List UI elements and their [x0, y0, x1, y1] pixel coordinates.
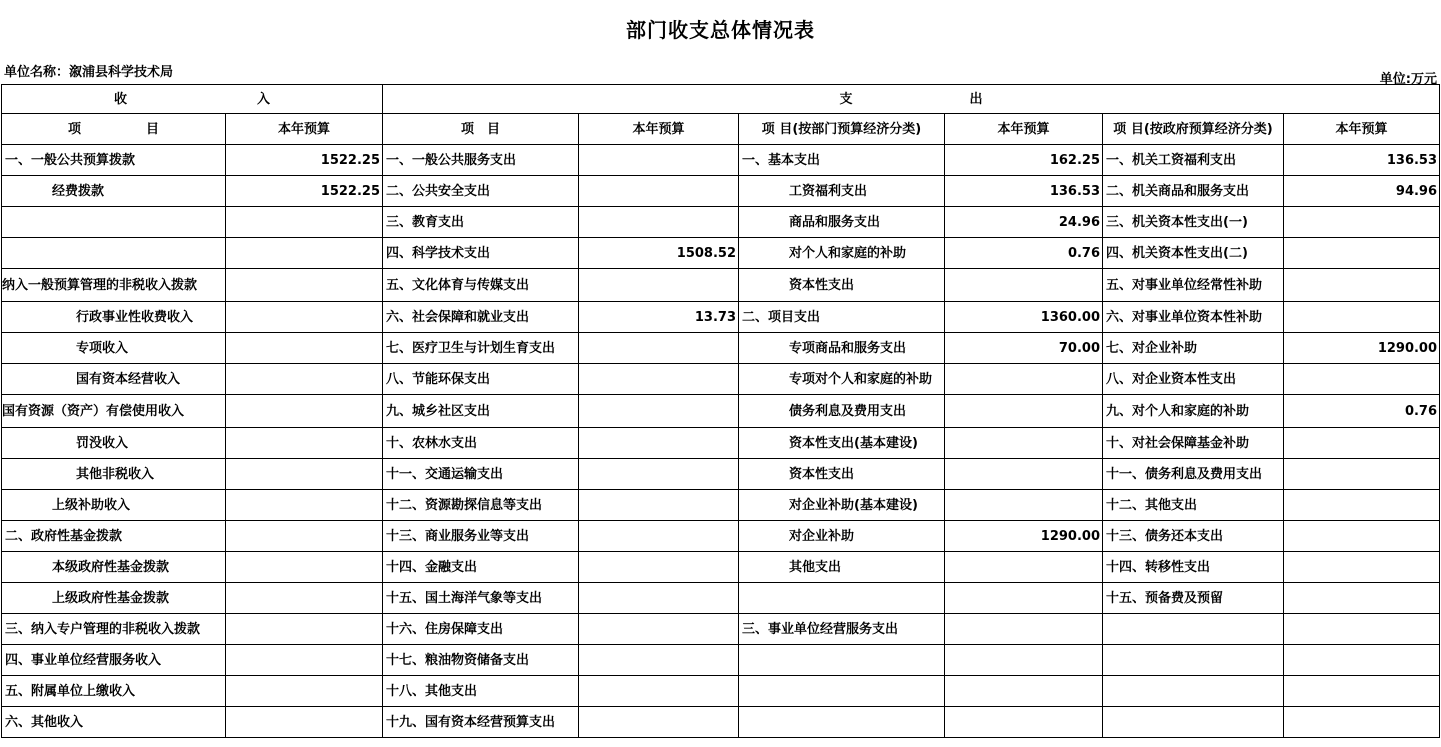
- dept-class-budget-cell: [945, 707, 1103, 738]
- gov-class-item-cell: [1103, 645, 1284, 676]
- income-budget-cell: [226, 364, 383, 395]
- dept-class-budget-cell: [945, 459, 1103, 490]
- dept-class-item-cell: 资本性支出: [739, 269, 945, 302]
- gov-class-item-cell: 十五、预备费及预留: [1103, 583, 1284, 614]
- dept-class-budget-cell: [945, 490, 1103, 521]
- income-budget-cell: [226, 395, 383, 428]
- income-budget-header: 本年预算: [226, 114, 383, 145]
- expense-item-cell: 六、社会保障和就业支出: [383, 302, 579, 333]
- income-budget-cell: [226, 676, 383, 707]
- dept-class-header: 项 目(按部门预算经济分类): [739, 114, 945, 145]
- expense-item-cell: 三、教育支出: [383, 207, 579, 238]
- table-row: [2, 552, 1440, 583]
- expense-budget-cell: [579, 207, 739, 238]
- income-budget-cell: 1522.25: [226, 145, 383, 176]
- income-budget-cell: [226, 552, 383, 583]
- income-item-cell: 二、政府性基金拨款: [2, 521, 226, 552]
- table-row: [2, 614, 1440, 645]
- income-budget-cell: [226, 238, 383, 269]
- gov-class-item-cell: 七、对企业补助: [1103, 333, 1284, 364]
- dept-class-item-cell: [739, 676, 945, 707]
- expense-budget-cell: [579, 707, 739, 738]
- dept-class-budget-cell: 0.76: [945, 238, 1103, 269]
- gov-class-budget-cell: [1284, 614, 1440, 645]
- expense-budget-cell: [579, 333, 739, 364]
- gov-class-header: 项 目(按政府预算经济分类): [1103, 114, 1284, 145]
- expense-item-cell: 十、农林水支出: [383, 428, 579, 459]
- gov-class-item-cell: 三、机关资本性支出(一): [1103, 207, 1284, 238]
- expense-item-header: 项 目: [383, 114, 579, 145]
- expense-item-cell: 二、公共安全支出: [383, 176, 579, 207]
- income-item-cell: 专项收入: [2, 333, 226, 364]
- dept-class-budget-cell: [945, 583, 1103, 614]
- expense-budget-cell: [579, 614, 739, 645]
- income-item-cell: 上级补助收入: [2, 490, 226, 521]
- expense-budget-cell: [579, 459, 739, 490]
- income-budget-cell: [226, 207, 383, 238]
- gov-class-budget-cell: [1284, 676, 1440, 707]
- page-title: 部门收支总体情况表: [626, 18, 815, 42]
- income-budget-cell: [226, 490, 383, 521]
- dept-class-budget-cell: [945, 645, 1103, 676]
- table-row: [2, 645, 1440, 676]
- gov-class-budget-cell: [1284, 269, 1440, 302]
- gov-class-item-cell: 九、对个人和家庭的补助: [1103, 395, 1284, 428]
- gov-class-item-cell: 十、对社会保障基金补助: [1103, 428, 1284, 459]
- table-row: [2, 207, 1440, 238]
- table-row: [2, 145, 1440, 176]
- income-budget-cell: [226, 583, 383, 614]
- expense-item-cell: 十八、其他支出: [383, 676, 579, 707]
- dept-class-item-cell: [739, 645, 945, 676]
- income-item-cell: 五、附属单位上缴收入: [2, 676, 226, 707]
- expense-budget-cell: [579, 395, 739, 428]
- dept-class-budget-cell: [945, 428, 1103, 459]
- dept-class-item-cell: 二、项目支出: [739, 302, 945, 333]
- income-item-cell: 国有资本经营收入: [2, 364, 226, 395]
- dept-class-budget-cell: [945, 676, 1103, 707]
- gov-class-item-cell: 一、机关工资福利支出: [1103, 145, 1284, 176]
- income-item-cell: 其他非税收入: [2, 459, 226, 490]
- expense-item-cell: 十二、资源勘探信息等支出: [383, 490, 579, 521]
- expense-budget-cell: [579, 176, 739, 207]
- expense-budget-header: 本年预算: [579, 114, 739, 145]
- table-row: [2, 583, 1440, 614]
- unit-name-label: 单位名称：溆浦县科学技术局: [4, 65, 174, 80]
- gov-class-budget-cell: [1284, 645, 1440, 676]
- table-row: [2, 364, 1440, 395]
- gov-class-budget-cell: [1284, 583, 1440, 614]
- gov-class-budget-cell: 136.53: [1284, 145, 1440, 176]
- dept-class-item-cell: [739, 707, 945, 738]
- income-item-cell: 上级政府性基金拨款: [2, 583, 226, 614]
- table-row: [2, 490, 1440, 521]
- expense-section-header: 支 出: [383, 85, 1440, 114]
- income-section-header: 收 入: [2, 85, 383, 114]
- gov-class-item-cell: [1103, 614, 1284, 645]
- dept-budget-header: 本年预算: [945, 114, 1103, 145]
- expense-item-cell: 十四、金融支出: [383, 552, 579, 583]
- dept-class-item-cell: 一、基本支出: [739, 145, 945, 176]
- dept-class-item-cell: 债务利息及费用支出: [739, 395, 945, 428]
- dept-class-item-cell: 商品和服务支出: [739, 207, 945, 238]
- dept-class-budget-cell: 136.53: [945, 176, 1103, 207]
- expense-item-cell: 十九、国有资本经营预算支出: [383, 707, 579, 738]
- income-budget-cell: [226, 428, 383, 459]
- income-budget-cell: [226, 302, 383, 333]
- expense-budget-cell: 13.73: [579, 302, 739, 333]
- expense-budget-cell: [579, 583, 739, 614]
- income-budget-cell: 1522.25: [226, 176, 383, 207]
- expense-item-cell: 十七、粮油物资储备支出: [383, 645, 579, 676]
- expense-budget-cell: [579, 645, 739, 676]
- column-header-row: [2, 114, 1440, 145]
- gov-class-budget-cell: [1284, 521, 1440, 552]
- income-item-cell: 三、纳入专户管理的非税收入拨款: [2, 614, 226, 645]
- income-item-cell: 行政事业性收费收入: [2, 302, 226, 333]
- dept-class-item-cell: 资本性支出: [739, 459, 945, 490]
- expense-item-cell: 四、科学技术支出: [383, 238, 579, 269]
- gov-class-budget-cell: [1284, 459, 1440, 490]
- dept-class-item-cell: 其他支出: [739, 552, 945, 583]
- gov-class-item-cell: 十二、其他支出: [1103, 490, 1284, 521]
- expense-item-cell: 十六、住房保障支出: [383, 614, 579, 645]
- dept-class-budget-cell: [945, 552, 1103, 583]
- gov-class-budget-cell: [1284, 552, 1440, 583]
- income-item-cell: 国有资源（资产）有偿使用收入: [2, 395, 226, 428]
- expense-item-cell: 七、医疗卫生与计划生育支出: [383, 333, 579, 364]
- table-row: [2, 428, 1440, 459]
- table-row: [2, 302, 1440, 333]
- dept-class-item-cell: 对企业补助: [739, 521, 945, 552]
- gov-budget-header: 本年预算: [1284, 114, 1440, 145]
- dept-class-item-cell: 专项商品和服务支出: [739, 333, 945, 364]
- dept-class-budget-cell: 1360.00: [945, 302, 1103, 333]
- income-budget-cell: [226, 645, 383, 676]
- expense-budget-cell: [579, 145, 739, 176]
- gov-class-budget-cell: [1284, 364, 1440, 395]
- gov-class-item-cell: [1103, 707, 1284, 738]
- gov-class-budget-cell: [1284, 707, 1440, 738]
- expense-budget-cell: [579, 269, 739, 302]
- expense-budget-cell: [579, 490, 739, 521]
- expense-item-cell: 十五、国土海洋气象等支出: [383, 583, 579, 614]
- table-row: [2, 395, 1440, 428]
- dept-class-budget-cell: [945, 269, 1103, 302]
- income-budget-cell: [226, 333, 383, 364]
- dept-class-item-cell: 三、事业单位经营服务支出: [739, 614, 945, 645]
- gov-class-item-cell: 二、机关商品和服务支出: [1103, 176, 1284, 207]
- gov-class-item-cell: 十四、转移性支出: [1103, 552, 1284, 583]
- expense-item-cell: 五、文化体育与传媒支出: [383, 269, 579, 302]
- table-row: [2, 333, 1440, 364]
- expense-item-cell: 十一、交通运输支出: [383, 459, 579, 490]
- income-budget-cell: [226, 269, 383, 302]
- dept-class-item-cell: 对企业补助(基本建设): [739, 490, 945, 521]
- currency-unit-label: 单位:万元: [1379, 72, 1437, 87]
- gov-class-item-cell: 四、机关资本性支出(二): [1103, 238, 1284, 269]
- income-item-cell: 纳入一般预算管理的非税收入拨款: [2, 269, 226, 302]
- gov-class-budget-cell: [1284, 302, 1440, 333]
- dept-class-item-cell: [739, 583, 945, 614]
- gov-class-item-cell: 八、对企业资本性支出: [1103, 364, 1284, 395]
- dept-class-item-cell: 工资福利支出: [739, 176, 945, 207]
- gov-class-budget-cell: 0.76: [1284, 395, 1440, 428]
- income-budget-cell: [226, 521, 383, 552]
- expense-item-cell: 十三、商业服务业等支出: [383, 521, 579, 552]
- table-row: [2, 238, 1440, 269]
- section-header-row: [2, 85, 1440, 114]
- income-item-cell: 一、一般公共预算拨款: [2, 145, 226, 176]
- table-row: [2, 707, 1440, 738]
- dept-class-budget-cell: [945, 364, 1103, 395]
- income-item-cell: [2, 238, 226, 269]
- gov-class-item-cell: 十三、债务还本支出: [1103, 521, 1284, 552]
- gov-class-budget-cell: [1284, 428, 1440, 459]
- gov-class-item-cell: 五、对事业单位经常性补助: [1103, 269, 1284, 302]
- dept-class-item-cell: 对个人和家庭的补助: [739, 238, 945, 269]
- table-row: [2, 676, 1440, 707]
- gov-class-item-cell: 十一、债务利息及费用支出: [1103, 459, 1284, 490]
- gov-class-item-cell: 六、对事业单位资本性补助: [1103, 302, 1284, 333]
- expense-item-cell: 九、城乡社区支出: [383, 395, 579, 428]
- table-row: [2, 521, 1440, 552]
- dept-class-budget-cell: [945, 395, 1103, 428]
- income-budget-cell: [226, 707, 383, 738]
- expense-budget-cell: [579, 364, 739, 395]
- gov-class-budget-cell: [1284, 207, 1440, 238]
- dept-class-budget-cell: 162.25: [945, 145, 1103, 176]
- income-budget-cell: [226, 459, 383, 490]
- table-row: [2, 176, 1440, 207]
- expense-budget-cell: [579, 521, 739, 552]
- gov-class-budget-cell: [1284, 238, 1440, 269]
- dept-class-item-cell: 专项对个人和家庭的补助: [739, 364, 945, 395]
- gov-class-item-cell: [1103, 676, 1284, 707]
- dept-class-budget-cell: 1290.00: [945, 521, 1103, 552]
- dept-class-item-cell: 资本性支出(基本建设): [739, 428, 945, 459]
- gov-class-budget-cell: 94.96: [1284, 176, 1440, 207]
- gov-class-budget-cell: [1284, 490, 1440, 521]
- income-item-cell: 罚没收入: [2, 428, 226, 459]
- table-row: [2, 269, 1440, 302]
- gov-class-budget-cell: 1290.00: [1284, 333, 1440, 364]
- expense-item-cell: 八、节能环保支出: [383, 364, 579, 395]
- budget-table: [1, 84, 1440, 738]
- income-item-cell: [2, 207, 226, 238]
- income-item-cell: 四、事业单位经营服务收入: [2, 645, 226, 676]
- income-item-cell: 本级政府性基金拨款: [2, 552, 226, 583]
- expense-budget-cell: [579, 552, 739, 583]
- dept-class-budget-cell: 70.00: [945, 333, 1103, 364]
- expense-budget-cell: [579, 676, 739, 707]
- income-item-cell: 经费拨款: [2, 176, 226, 207]
- dept-class-budget-cell: [945, 614, 1103, 645]
- dept-class-budget-cell: 24.96: [945, 207, 1103, 238]
- income-budget-cell: [226, 614, 383, 645]
- expense-budget-cell: 1508.52: [579, 238, 739, 269]
- income-item-header: 项 目: [2, 114, 226, 145]
- income-item-cell: 六、其他收入: [2, 707, 226, 738]
- expense-item-cell: 一、一般公共服务支出: [383, 145, 579, 176]
- table-row: [2, 459, 1440, 490]
- expense-budget-cell: [579, 428, 739, 459]
